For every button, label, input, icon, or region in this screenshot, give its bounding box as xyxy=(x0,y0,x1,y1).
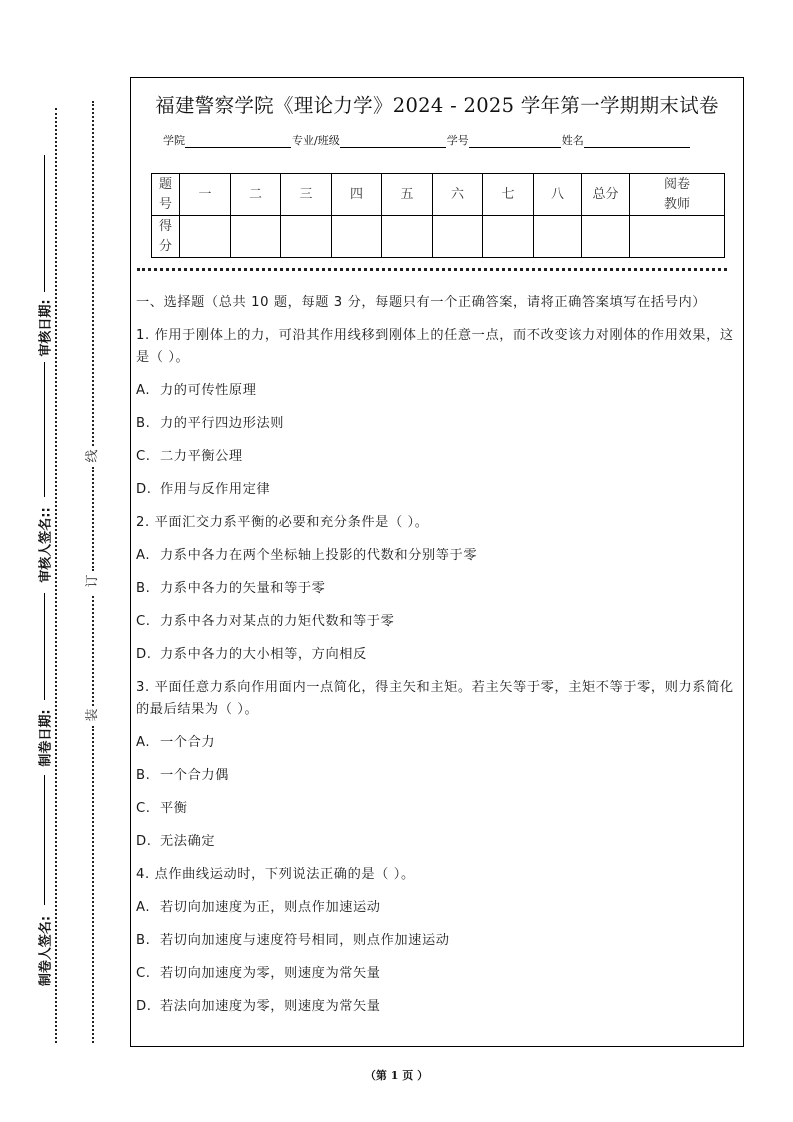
binding-dots-segment xyxy=(92,467,94,571)
score-cell-7[interactable] xyxy=(483,216,534,258)
question-2-option-c: C. 力系中各力对某点的力矩代数和等于零 xyxy=(136,614,395,629)
student-id-label: 学号 xyxy=(446,134,469,147)
college-field[interactable] xyxy=(185,135,291,148)
review-date-label: 审核日期: xyxy=(38,299,54,357)
question-3-option-c: C. 平衡 xyxy=(136,801,188,816)
column-header-total: 总分 xyxy=(582,174,630,216)
score-cell-4[interactable] xyxy=(332,216,382,258)
question-number-header: 题 号 xyxy=(152,174,180,216)
question-4-option-b: B. 若切向加速度与速度符号相同，则点作加速运动 xyxy=(136,933,450,948)
signature-line-compile-date[interactable] xyxy=(44,593,45,700)
question-1-option-a: A. 力的可传性原理 xyxy=(136,383,257,398)
score-cell-3[interactable] xyxy=(281,216,332,258)
score-table xyxy=(151,173,725,258)
question-2-option-a: A. 力系中各力在两个坐标轴上投影的代数和分别等于零 xyxy=(136,548,478,563)
question-2-option-b: B. 力系中各力的矢量和等于零 xyxy=(136,581,326,596)
compiler-signature-label: 制卷人签名: xyxy=(38,915,54,987)
score-cell-6[interactable] xyxy=(433,216,483,258)
question-4-option-c: C. 若切向加速度为零，则速度为常矢量 xyxy=(136,966,381,981)
score-cell-2[interactable] xyxy=(231,216,281,258)
question-1-option-d: D. 作用与反作用定律 xyxy=(136,482,271,497)
binding-dots-segment xyxy=(92,726,94,1043)
compile-date-label: 制卷日期: xyxy=(38,709,54,767)
binding-mark-line: 线 xyxy=(85,449,100,463)
question-1-stem: 1. 作用于刚体上的力，可沿其作用线移到刚体上的任意一点，而不改变该力对刚体的作用效果，这是（ ）。 xyxy=(136,328,734,365)
column-header-8: 八 xyxy=(534,174,582,216)
column-header-4: 四 xyxy=(332,174,382,216)
signature-line-review-date[interactable] xyxy=(44,155,45,292)
dotted-separator xyxy=(137,268,727,271)
score-cell-5[interactable] xyxy=(382,216,433,258)
question-3-option-b: B. 一个合力偶 xyxy=(136,768,229,783)
question-3-option-d: D. 无法确定 xyxy=(136,834,216,849)
name-label: 姓名 xyxy=(561,134,584,147)
question-4-option-d: D. 若法向加速度为零，则速度为常矢量 xyxy=(136,999,381,1014)
binding-dotted-line-inner xyxy=(55,108,57,1043)
column-header-2: 二 xyxy=(231,174,281,216)
score-cell-1[interactable] xyxy=(180,216,231,258)
question-2-stem: 2. 平面汇交力系平衡的必要和充分条件是（ ）。 xyxy=(136,515,429,530)
signature-column xyxy=(38,0,54,1122)
question-3-stem: 3. 平面任意力系向作用面内一点简化，得主矢和主矩。若主矢等于零，主矩不等于零，则力系简化的最后结果为（ ）。 xyxy=(136,680,734,717)
column-header-7: 七 xyxy=(483,174,534,216)
name-field[interactable] xyxy=(584,135,690,148)
column-header-5: 五 xyxy=(382,174,433,216)
grader-header: 阅卷 教师 xyxy=(630,174,725,216)
binding-mark-bind: 订 xyxy=(85,574,100,588)
exam-paper-frame xyxy=(130,77,744,1047)
questions-section xyxy=(136,292,739,1029)
column-header-6: 六 xyxy=(433,174,483,216)
question-4-stem: 4. 点作曲线运动时，下列说法正确的是（ ）。 xyxy=(136,867,415,882)
binding-dots-segment xyxy=(92,596,94,706)
question-3-option-a: A. 一个合力 xyxy=(136,735,216,750)
binding-mark-staple: 装 xyxy=(85,708,100,722)
score-cell-8[interactable] xyxy=(534,216,582,258)
exam-title: 福建警察学院《理论力学》2024 - 2025 学年第一学期期末试卷 xyxy=(155,94,719,117)
score-cell-grader[interactable] xyxy=(630,216,725,258)
score-row-header: 得 分 xyxy=(152,216,180,258)
signature-line-reviewer-signature[interactable] xyxy=(44,362,45,497)
score-table-header-row xyxy=(152,174,725,216)
student-info-row xyxy=(163,132,691,148)
score-table-score-row xyxy=(152,216,725,258)
major-class-label: 专业/班级 xyxy=(292,134,340,147)
question-2-option-d: D. 力系中各力的大小相等，方向相反 xyxy=(136,647,367,662)
question-1-option-c: C. 二力平衡公理 xyxy=(136,449,243,464)
page-number: （第 1 页 ） xyxy=(364,1069,429,1082)
question-1-option-b: B. 力的平行四边形法则 xyxy=(136,416,285,431)
column-header-1: 一 xyxy=(180,174,231,216)
score-cell-total[interactable] xyxy=(582,216,630,258)
binding-dots-segment xyxy=(92,101,94,446)
signature-line-compiler-signature[interactable] xyxy=(44,775,45,905)
major-class-field[interactable] xyxy=(340,135,446,148)
question-4-option-a: A. 若切向加速度为正，则点作加速运动 xyxy=(136,900,381,915)
student-id-field[interactable] xyxy=(469,135,561,148)
reviewer-signature-label: 审核人签名:: xyxy=(38,507,54,583)
college-label: 学院 xyxy=(163,134,185,147)
section-title: 一、选择题（总共 10 题，每题 3 分，每题只有一个正确答案，请将正确答案填写在括号内） xyxy=(136,295,707,310)
column-header-3: 三 xyxy=(281,174,332,216)
